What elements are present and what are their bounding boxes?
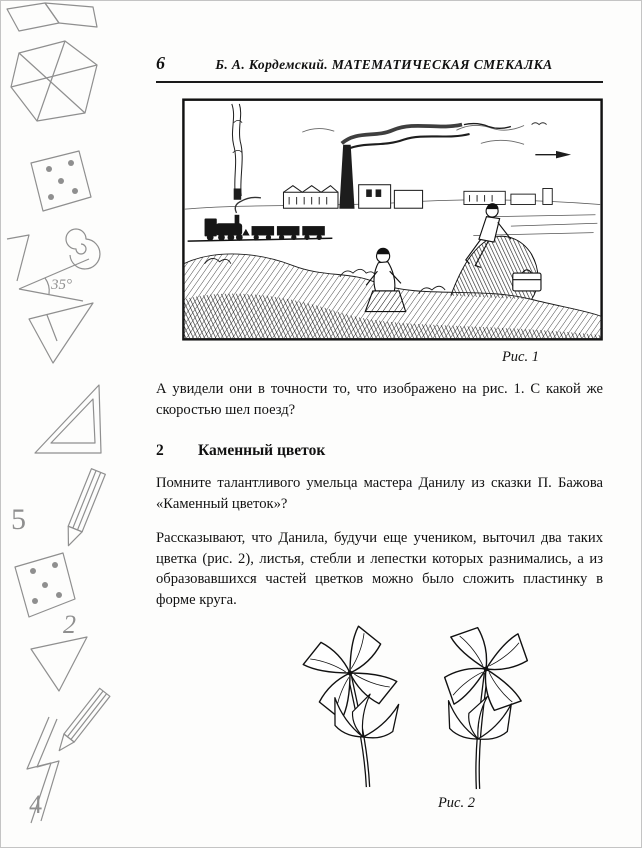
pencil-icon <box>61 469 105 549</box>
angle-icon <box>7 235 89 301</box>
paragraph-after-fig1: А увидели они в точности то, что изображено на рис. 1. С какой же скоростью шел поезд? <box>156 381 603 418</box>
section-title: Каменный цветок <box>198 442 326 460</box>
digit-4-doodle: 4 <box>29 790 42 819</box>
stone-flower-1-drawing <box>299 625 406 787</box>
stone-flower-2-drawing <box>436 625 534 789</box>
text-column <box>156 53 603 812</box>
angle-label: 35° <box>51 277 72 293</box>
spiral-icon <box>66 229 100 269</box>
page-number: 6 <box>156 53 165 73</box>
section-heading <box>156 442 603 460</box>
triangle-doodle-icon <box>29 303 93 363</box>
crystal-doodle-icon <box>7 3 97 121</box>
page-header <box>156 53 603 83</box>
figure1-caption: Рис. 1 <box>501 349 539 365</box>
figure2 <box>156 625 603 812</box>
digit-5-doodle: 5 <box>11 503 26 536</box>
margin-doodles <box>1 1 121 847</box>
paragraph-1: Помните талантливого умельца мастера Данилу из сказки П. Бажова «Каменный цветок»? <box>156 475 603 513</box>
pencil-icon <box>54 688 110 754</box>
digit-2-doodle: 2 <box>63 610 76 639</box>
section-number: 2 <box>156 442 164 460</box>
figure1-illustration <box>182 98 603 341</box>
paragraph-2: Рассказывают, что Данила, будучи еще учеником, выточил два таких цветка (рис. 2), листья, стебли и лепестки которых разнимались, а из образовавшихся частей цветков можно было сложить пластинку в форме круга. <box>156 529 603 609</box>
figure1 <box>182 98 603 366</box>
suitcase-drawing <box>513 270 541 291</box>
dice-icon <box>15 553 75 617</box>
figure2-caption: Рис. 2 <box>437 794 475 811</box>
figure2-illustration <box>274 625 590 793</box>
set-square-icon <box>35 385 101 453</box>
triangle-doodle-icon <box>31 637 87 691</box>
dice-icon <box>31 151 91 211</box>
running-head: Б. А. Кордемский. МАТЕМАТИЧЕСКАЯ СМЕКАЛКА <box>215 57 553 72</box>
